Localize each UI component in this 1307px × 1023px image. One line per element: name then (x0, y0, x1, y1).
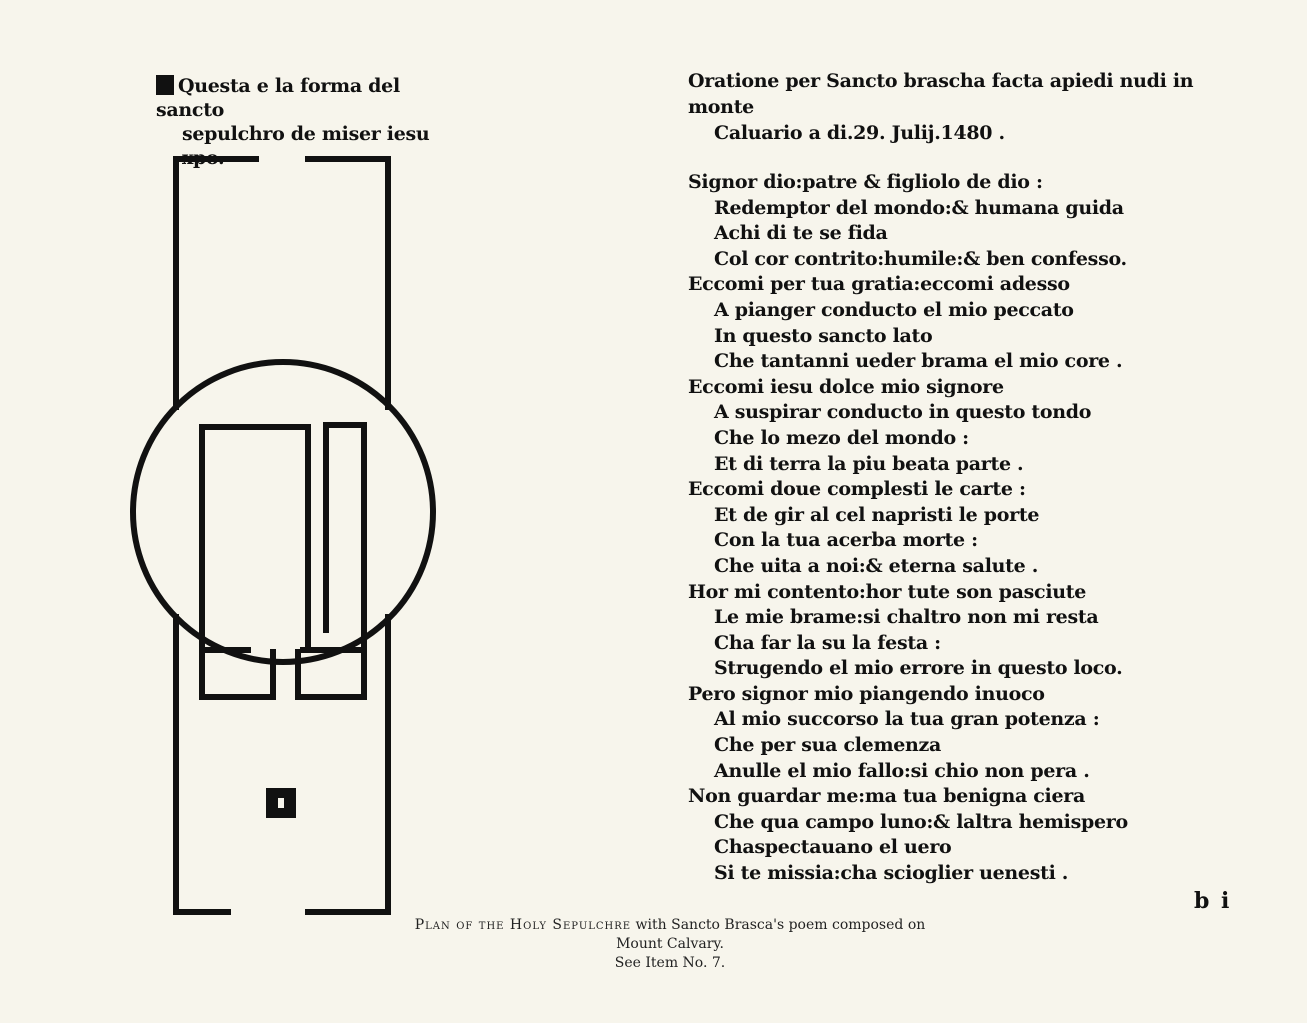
poem-line: Eccomi iesu dolce mio signore (688, 375, 1004, 398)
poem-line: Redemptor del mondo:& humana guida (714, 196, 1124, 219)
sepulchre-plan-diagram (118, 150, 478, 930)
plan-heading-line1: Questa e la forma del sancto (156, 75, 400, 121)
poem-line: Hor mi contento:hor tute son pasciute (688, 580, 1087, 603)
poem-line: A pianger conducto el mio peccato (714, 298, 1074, 321)
tomb-side-chamber (303, 425, 364, 650)
poem-line: Che uita a noi:& eterna salute . (714, 554, 1039, 577)
caption-line1-rest: with Sancto Brasca's poem composed on (631, 917, 926, 933)
poem-line: Chaspectauano el uero (714, 836, 952, 859)
poem-heading-line2: Caluario a di.29. Julij.1480 . (714, 122, 1005, 144)
poem-line: A suspirar conducto in questo tondo (714, 401, 1092, 424)
poem-line: Eccomi per tua gratia:eccomi adesso (688, 273, 1070, 296)
poem-line: Che tantanni ueder brama el mio core . (714, 350, 1123, 373)
poem-line: Strugendo el mio errore in questo loco. (714, 657, 1123, 680)
poem-line: Che lo mezo del mondo : (714, 426, 969, 449)
poem-line: Non guardar me:ma tua benigna ciera (688, 785, 1085, 808)
poem-line: Col cor contrito:humile:& ben confesso. (714, 247, 1127, 270)
poem-line: Che per sua clemenza (714, 734, 942, 757)
poem-line: Signor dio:patre & figliolo de dio : (688, 171, 1043, 193)
poem-body (688, 170, 1128, 887)
poem-line: Che qua campo luno:& laltra hemispero (714, 810, 1128, 833)
poem-line: Eccomi doue complesti le carte : (688, 478, 1026, 501)
poem-line: Et di terra la piu beata parte . (714, 452, 1024, 475)
caption (300, 916, 1040, 973)
folio-signature: b i (1194, 888, 1232, 914)
poem-line: Pero signor mio piangendo inuoco (688, 682, 1045, 705)
drop-cap-icon (156, 75, 174, 95)
plan-heading-line2: sepulchro de miser iesu xpo. (182, 123, 430, 169)
poem-heading (688, 68, 1208, 146)
poem-line: Anulle el mio fallo:si chio non pera . (714, 759, 1090, 782)
poem-line: Con la tua acerba morte : (714, 529, 978, 552)
poem-line: Si te missia:cha scioglier uenesti . (714, 862, 1069, 885)
caption-line1 (300, 916, 1040, 935)
poem-line: Al mio succorso la tua gran potenza : (714, 708, 1100, 731)
poem-heading-line1: Oratione per Sancto brascha facta apiedi nudi in monte (688, 70, 1194, 118)
stone-marker-inner (278, 798, 284, 808)
tomb-chamber (202, 427, 308, 650)
caption-line3: See Item No. 7. (614, 955, 726, 971)
caption-line2: Mount Calvary. (616, 936, 724, 952)
poem-line: Le mie brame:si chaltro non mi resta (714, 606, 1099, 629)
poem-line: In questo sancto lato (714, 324, 933, 347)
caption-smallcaps: Plan of the Holy Sepulchre (414, 917, 632, 933)
poem-line: Cha far la su la festa : (714, 631, 941, 654)
poem-line: Achi di te se fida (714, 222, 888, 245)
poem-line: Et de gir al cel napristi le porte (714, 503, 1040, 526)
